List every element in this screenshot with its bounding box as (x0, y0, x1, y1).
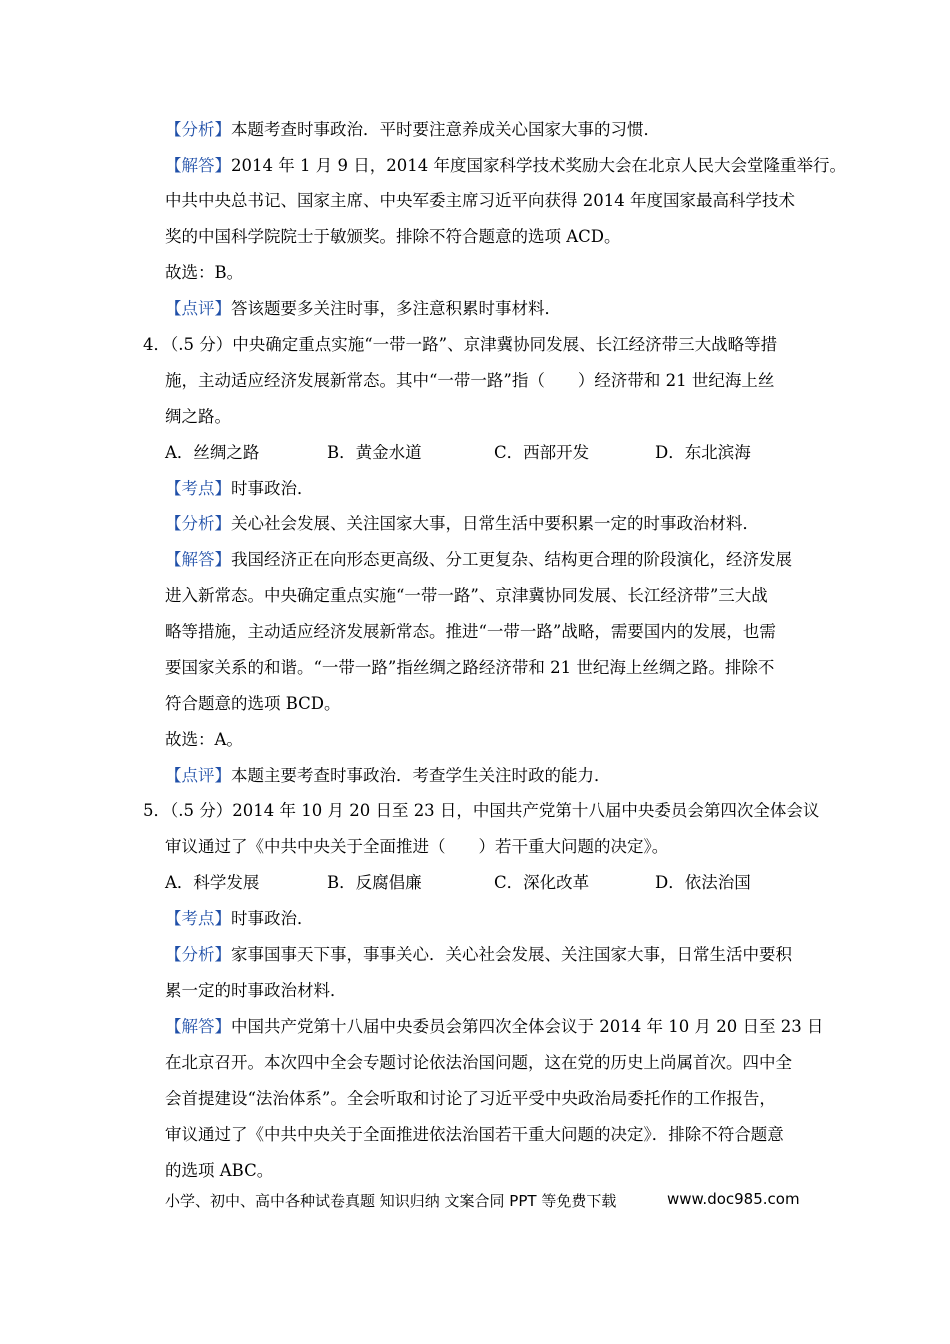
q5-answer-line-4: 审议通过了《中共中央关于全面推进依法治国若干重大问题的决定》．排除不符合题意 (165, 1125, 784, 1144)
q5-stem-line-2: 审议通过了《中共中央关于全面推进（ ）若干重大问题的决定》。 (165, 837, 669, 856)
q4-answer-line-3: 略等措施，主动适应经济发展新常态。推进“一带一路”战略，需要国内的发展，也需 (165, 622, 776, 641)
answer-tag: 【解答】 (165, 1017, 231, 1036)
q4-analysis (165, 513, 759, 535)
q3-choice: 故选：B。 (165, 263, 244, 282)
q5-option-d: D．依法治国 (655, 873, 751, 892)
q5-option-a: A．科学发展 (165, 873, 260, 892)
q5-answer-line-5: 的选项 ABC。 (165, 1161, 274, 1180)
q4-option-a: A．丝绸之路 (165, 443, 260, 462)
q5-option-c: C．深化改革 (494, 873, 590, 892)
q4-choice: 故选：A。 (165, 730, 243, 749)
q4-answer-line-5: 符合题意的选项 BCD。 (165, 694, 341, 713)
q5-answer-line-3: 会首提建设“法治体系”。全会听取和讨论了习近平受中央政治局委托作的工作报告， (165, 1089, 776, 1108)
q4-stem-text: （.5 分）中央确定重点实施“一带一路”、京津冀协同发展、长江经济带三大战略等措 (170, 335, 778, 354)
q5-answer-line-1 (165, 1016, 823, 1038)
q4-point (165, 478, 314, 500)
q4-answer-line-4: 要国家关系的和谐。“一带一路”指丝绸之路经济带和 21 世纪海上丝绸之路。排除不 (165, 658, 775, 677)
q4-stem-line-3: 绸之路。 (165, 407, 231, 426)
point-tag: 【考点】 (165, 909, 231, 928)
q5-point (165, 908, 314, 930)
point-tag: 【考点】 (165, 479, 231, 498)
answer-tag: 【解答】 (165, 550, 231, 569)
q3-analysis (165, 119, 660, 141)
q4-comment (165, 765, 611, 787)
q4-answer-line-2: 进入新常态。中央确定重点实施“一带一路”、京津冀协同发展、长江经济带”三大战 (165, 586, 768, 605)
q4-answer-text: 我国经济正在向形态更高级、分工更复杂、结构更合理的阶段演化，经济发展 (231, 550, 792, 569)
q4-comment-text: 本题主要考查时事政治．考查学生关注时政的能力． (231, 766, 611, 785)
q5-analysis-line-2: 累一定的时事政治材料． (165, 981, 347, 1000)
analysis-tag: 【分析】 (165, 514, 231, 533)
analysis-tag: 【分析】 (165, 945, 231, 964)
q5-stem-line-1 (143, 800, 819, 822)
q5-answer-line-2: 在北京召开。本次四中全会专题讨论依法治国问题，这在党的历史上尚属首次。四中全 (165, 1053, 792, 1072)
page-footer (165, 1190, 800, 1211)
q5-option-b: B．反腐倡廉 (327, 873, 422, 892)
comment-tag: 【点评】 (165, 766, 231, 785)
q4-stem-line-2: 施，主动适应经济发展新常态。其中“一带一路”指（ ）经济带和 21 世纪海上丝 (165, 371, 775, 390)
q4-answer-line-1 (165, 549, 792, 571)
q3-comment (165, 298, 561, 320)
analysis-tag: 【分析】 (165, 120, 231, 139)
footer-text: 小学、初中、高中各种试卷真题 知识归纳 文案合同 PPT 等免费下载 (165, 1192, 617, 1210)
q5-answer-text: 中国共产党第十八届中央委员会第四次全体会议于 2014 年 10 月 20 日至 23 日 (231, 1017, 824, 1036)
q3-answer-line-1 (165, 155, 846, 177)
q3-answer-line-3: 奖的中国科学院院士于敏颁奖。排除不符合题意的选项 ACD。 (165, 227, 621, 246)
q5-analysis-text: 家事国事天下事，事事关心．关心社会发展、关注国家大事，日常生活中要积 (231, 945, 792, 964)
q5-number: 5． (143, 801, 170, 820)
q4-analysis-text: 关心社会发展、关注国家大事，日常生活中要积累一定的时事政治材料． (231, 514, 759, 533)
q4-number: 4． (143, 335, 170, 354)
q4-option-c: C．西部开发 (494, 443, 590, 462)
q3-answer-text: 2014 年 1 月 9 日，2014 年度国家科学技术奖励大会在北京人民大会堂隆重举行。 (231, 156, 846, 175)
q4-stem-line-1 (143, 334, 777, 356)
q4-point-text: 时事政治． (231, 479, 314, 498)
comment-tag: 【点评】 (165, 299, 231, 318)
q5-analysis-line-1 (165, 944, 792, 966)
q3-analysis-text: 本题考查时事政治．平时要注意养成关心国家大事的习惯． (231, 120, 660, 139)
answer-tag: 【解答】 (165, 156, 231, 175)
q4-option-b: B．黄金水道 (327, 443, 422, 462)
footer-url[interactable]: www.doc985.com (667, 1190, 800, 1208)
q5-stem-text: （.5 分）2014 年 10 月 20 日至 23 日，中国共产党第十八届中央委员会第四次全体会议 (170, 801, 820, 820)
q3-answer-line-2: 中共中央总书记、国家主席、中央军委主席习近平向获得 2014 年度国家最高科学技术 (165, 191, 795, 210)
q4-option-d: D．东北滨海 (655, 443, 751, 462)
q3-comment-text: 答该题要多关注时事，多注意积累时事材料． (231, 299, 561, 318)
q5-point-text: 时事政治． (231, 909, 314, 928)
